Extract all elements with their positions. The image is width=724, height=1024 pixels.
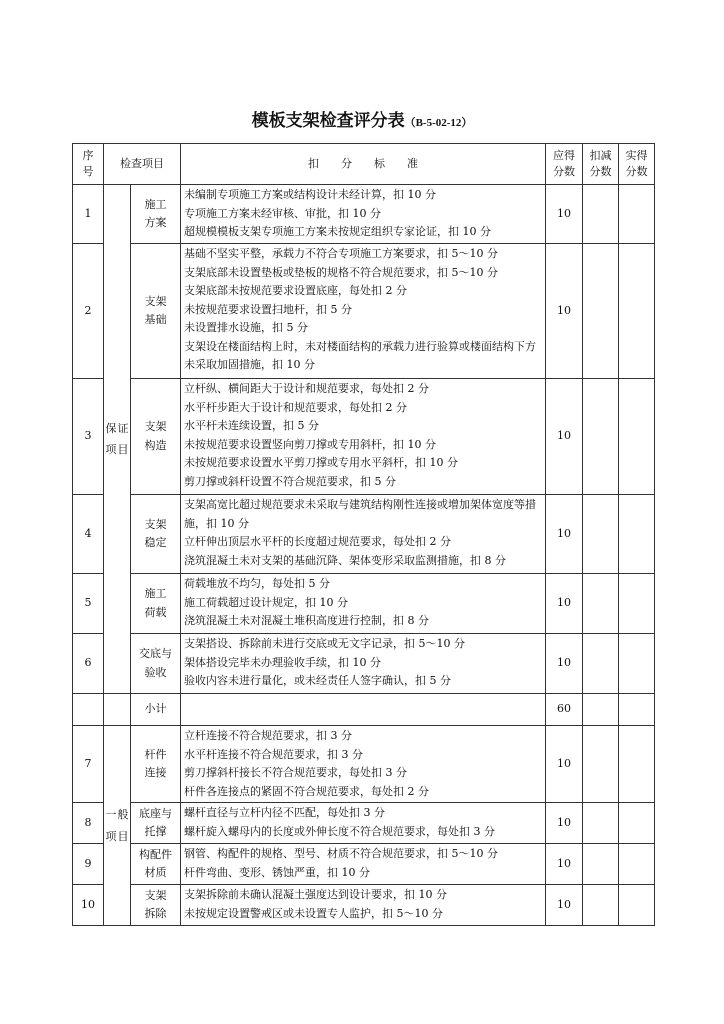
actual-cell[interactable] bbox=[619, 844, 655, 885]
table-row bbox=[73, 885, 655, 926]
actual-cell[interactable] bbox=[619, 244, 655, 379]
deduct-cell[interactable] bbox=[583, 185, 619, 244]
row-seq: 8 bbox=[73, 803, 104, 844]
table-row bbox=[73, 495, 655, 574]
row-score: 10 bbox=[546, 803, 583, 844]
score-table bbox=[72, 143, 655, 926]
row-seq: 1 bbox=[73, 185, 104, 244]
deduct-cell[interactable] bbox=[583, 495, 619, 574]
row-item: 支架 构造 bbox=[131, 379, 181, 495]
row-criteria: 螺杆直径与立杆内径不匹配，每处扣 3 分 螺杆旋入螺母内的长度或外伸长度不符合规范要求，每处扣 3 分 bbox=[181, 803, 546, 844]
row-criteria: 支架拆除前未确认混凝土强度达到设计要求，扣 10 分 未按规定设置警戒区或未设置专人监护，扣 5～10 分 bbox=[181, 885, 546, 926]
row-seq: 2 bbox=[73, 244, 104, 379]
row-item: 施工 荷载 bbox=[131, 574, 181, 634]
row-criteria: 支架搭设、拆除前未进行交底或无文字记录，扣 5～10 分 架体搭设完毕未办理验收手续，扣 10 分 验收内容未进行量化，或未经责任人签字确认，扣 5 分 bbox=[181, 634, 546, 694]
table-row bbox=[73, 803, 655, 844]
row-criteria: 立杆连接不符合规范要求，扣 3 分 水平杆连接不符合规范要求，扣 3 分 剪刀撑斜杆接长不符合规范要求，每处扣 3 分 杆件各连接点的紧固不符合规范要求，每处扣 2 分 bbox=[181, 726, 546, 803]
row-seq: 7 bbox=[73, 726, 104, 803]
row-score: 10 bbox=[546, 634, 583, 694]
actual-cell[interactable] bbox=[619, 694, 655, 726]
row-criteria: 立杆纵、横间距大于设计和规范要求，每处扣 2 分 水平杆步距大于设计和规范要求，每处扣 2 分 水平杆未连续设置，扣 5 分 未按规范要求设置竖向剪刀撑或专用斜杆，扣 10 分 未按规范要求设置水平剪刀撑或专用水平斜杆，扣 10 分 剪刀撑或斜杆设置不符合规范要求，扣 5 分 bbox=[181, 379, 546, 495]
deduct-cell[interactable] bbox=[583, 726, 619, 803]
header-criteria: 扣 分 标 准 bbox=[181, 144, 546, 185]
table-row bbox=[73, 634, 655, 694]
deduct-cell[interactable] bbox=[583, 574, 619, 634]
row-seq: 4 bbox=[73, 495, 104, 574]
actual-cell[interactable] bbox=[619, 185, 655, 244]
row-criteria: 基础不坚实平整，承载力不符合专项施工方案要求，扣 5～10 分 支架底部未设置垫板或垫板的规格不符合规范要求，扣 5～10 分 支架底部未按规范要求设置底座，每处扣 2 分 未按规范要求设置扫地杆，扣 5 分 未设置排水设施，扣 5 分 支架设在楼面结构上时，未对楼面结构的承载力进行验算或楼面结构下方未采取加固措施，扣 10 分 bbox=[181, 244, 546, 379]
actual-cell[interactable] bbox=[619, 726, 655, 803]
deduct-cell[interactable] bbox=[583, 244, 619, 379]
row-item: 支架 基础 bbox=[131, 244, 181, 379]
row-item: 支架 拆除 bbox=[131, 885, 181, 926]
actual-cell[interactable] bbox=[619, 495, 655, 574]
row-item: 杆件 连接 bbox=[131, 726, 181, 803]
row-criteria: 未编制专项施工方案或结构设计未经计算，扣 10 分 专项施工方案未经审核、审批，扣 10 分 超规模模板支架专项施工方案未按规定组织专家论证，扣 10 分 bbox=[181, 185, 546, 244]
category-general: 一般项目 bbox=[104, 726, 131, 926]
subtotal-score: 60 bbox=[546, 694, 583, 726]
category-guarantee: 保证项目 bbox=[104, 185, 131, 694]
deduct-cell[interactable] bbox=[583, 844, 619, 885]
row-score: 10 bbox=[546, 379, 583, 495]
table-row bbox=[73, 844, 655, 885]
subtotal-label: 小计 bbox=[131, 694, 181, 726]
table-row bbox=[73, 185, 655, 244]
table-row bbox=[73, 574, 655, 634]
row-seq: 3 bbox=[73, 379, 104, 495]
row-score: 10 bbox=[546, 844, 583, 885]
page-title bbox=[0, 106, 724, 131]
deduct-cell[interactable] bbox=[583, 634, 619, 694]
row-criteria: 钢管、构配件的规格、型号、材质不符合规范要求，扣 5～10 分 杆件弯曲、变形、锈蚀严重，扣 10 分 bbox=[181, 844, 546, 885]
title-main: 模板支架检查评分表 bbox=[251, 111, 405, 131]
row-score: 10 bbox=[546, 726, 583, 803]
row-score: 10 bbox=[546, 185, 583, 244]
header-seq: 序 号 bbox=[73, 144, 104, 185]
header-deduct-score: 扣减 分数 bbox=[583, 144, 619, 185]
actual-cell[interactable] bbox=[619, 885, 655, 926]
table-row bbox=[73, 244, 655, 379]
deduct-cell[interactable] bbox=[583, 379, 619, 495]
header-row bbox=[73, 144, 655, 185]
row-seq: 5 bbox=[73, 574, 104, 634]
row-criteria: 支架高宽比超过规范要求未采取与建筑结构刚性连接或增加架体宽度等措施，扣 10 分 立杆伸出顶层水平杆的长度超过规范要求，每处扣 2 分 浇筑混凝土未对支架的基础沉降、架体变形采取监测措施，扣 8 分 bbox=[181, 495, 546, 574]
table-row bbox=[73, 726, 655, 803]
row-score: 10 bbox=[546, 885, 583, 926]
actual-cell[interactable] bbox=[619, 634, 655, 694]
actual-cell[interactable] bbox=[619, 379, 655, 495]
actual-cell[interactable] bbox=[619, 803, 655, 844]
header-actual-score: 实得 分数 bbox=[619, 144, 655, 185]
row-item: 底座与 托撑 bbox=[131, 803, 181, 844]
row-criteria: 荷载堆放不均匀，每处扣 5 分 施工荷载超过设计规定，扣 10 分 浇筑混凝土未对混凝土堆积高度进行控制，扣 8 分 bbox=[181, 574, 546, 634]
deduct-cell[interactable] bbox=[583, 694, 619, 726]
subtotal-row bbox=[73, 694, 655, 726]
row-score: 10 bbox=[546, 574, 583, 634]
header-check-item: 检查项目 bbox=[104, 144, 181, 185]
row-score: 10 bbox=[546, 495, 583, 574]
deduct-cell[interactable] bbox=[583, 885, 619, 926]
actual-cell[interactable] bbox=[619, 574, 655, 634]
row-item: 交底与 验收 bbox=[131, 634, 181, 694]
row-seq: 6 bbox=[73, 634, 104, 694]
header-should-score: 应得 分数 bbox=[546, 144, 583, 185]
deduct-cell[interactable] bbox=[583, 803, 619, 844]
row-item: 构配件 材质 bbox=[131, 844, 181, 885]
row-score: 10 bbox=[546, 244, 583, 379]
row-seq: 9 bbox=[73, 844, 104, 885]
title-code: （B-5-02-12） bbox=[404, 117, 473, 129]
row-item: 支架 稳定 bbox=[131, 495, 181, 574]
row-seq: 10 bbox=[73, 885, 104, 926]
table-row bbox=[73, 379, 655, 495]
row-item: 施工 方案 bbox=[131, 185, 181, 244]
